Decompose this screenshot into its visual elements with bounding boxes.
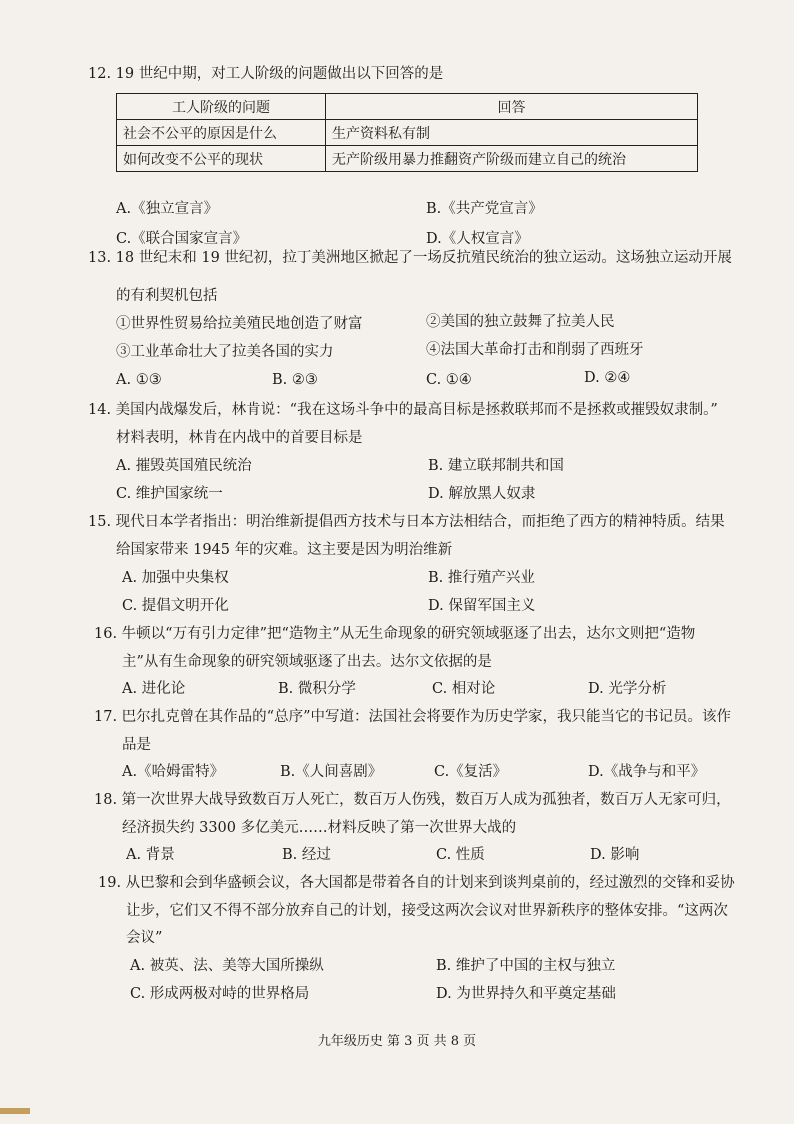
q15-option-a: A. 加强中央集权 [122, 570, 229, 586]
q12-stem: 12. 19 世纪中期，对工人阶级的问题做出以下回答的是 [88, 66, 444, 82]
q17-stem-line-2: 品是 [122, 737, 151, 753]
q16-option-a: A. 进化论 [122, 681, 186, 697]
q12-option-c: C.《联合国家宣言》 [116, 231, 248, 247]
q12-answer-table [116, 93, 698, 172]
table-row [117, 146, 698, 172]
q17-option-a: A.《哈姆雷特》 [122, 764, 225, 780]
q13-item-1: ①世界性贸易给拉美殖民地创造了财富 [116, 316, 363, 332]
table-cell: 如何改变不公平的现状 [117, 146, 326, 172]
q19-stem-line-1: 19. 从巴黎和会到华盛顿会议，各大国都是带着各自的计划来到谈判桌前的，经过激烈的交锋和妥协 [98, 875, 735, 891]
q19-option-c: C. 形成两极对峙的世界格局 [130, 986, 310, 1002]
q16-option-d: D. 光学分析 [588, 681, 667, 697]
scan-edge-mark [0, 1108, 30, 1114]
q14-option-d: D. 解放黑人奴隶 [428, 486, 536, 502]
q13-stem-line-1: 13. 18 世纪末和 19 世纪初，拉丁美洲地区掀起了一场反抗殖民统治的独立运动。这场独立运动开展 [88, 250, 732, 266]
q15-option-d: D. 保留军国主义 [428, 598, 536, 614]
q16-stem-line-2: 主”从有生命现象的研究领域驱逐了出去。达尔文依据的是 [122, 654, 492, 670]
table-header-row [117, 94, 698, 120]
q14-option-a: A. 摧毁英国殖民统治 [116, 458, 252, 474]
q16-option-c: C. 相对论 [432, 681, 496, 697]
q13-item-2: ②美国的独立鼓舞了拉美人民 [426, 314, 615, 330]
q19-stem-line-2: 让步，它们又不得不部分放弃自己的计划，接受这两次会议对世界新秩序的整体安排。“这两次 [126, 903, 728, 919]
q17-option-d: D.《战争与和平》 [588, 764, 706, 780]
q14-option-b: B. 建立联邦制共和国 [428, 458, 564, 474]
q15-option-c: C. 提倡文明开化 [122, 598, 229, 614]
q18-option-c: C. 性质 [436, 847, 485, 863]
q17-stem-line-1: 17. 巴尔扎克曾在其作品的“总序”中写道：法国社会将要作为历史学家，我只能当它的书记员。该作 [94, 709, 731, 725]
q13-stem-line-2: 的有利契机包括 [116, 288, 218, 304]
q12-option-a: A.《独立宣言》 [116, 201, 219, 217]
q13-item-4: ④法国大革命打击和削弱了西班牙 [426, 342, 644, 358]
q13-option-b: B. ②③ [272, 372, 318, 388]
q12-option-d: D.《人权宣言》 [426, 231, 529, 247]
q16-option-b: B. 微积分学 [278, 681, 356, 697]
q17-option-b: B.《人间喜剧》 [280, 764, 383, 780]
q18-option-a: A. 背景 [126, 847, 175, 863]
q13-option-d: D. ②④ [584, 370, 631, 386]
q17-option-c: C.《复活》 [434, 764, 508, 780]
table-row [117, 120, 698, 146]
table-cell: 生产资料私有制 [326, 120, 698, 146]
q14-stem-line-1: 14. 美国内战爆发后，林肯说：“我在这场斗争中的最高目标是拯救联邦而不是拯救或摧毁奴隶制。” [88, 402, 718, 418]
q13-option-a: A. ①③ [116, 372, 162, 388]
q12-option-b: B.《共产党宣言》 [426, 201, 543, 217]
q19-option-b: B. 维护了中国的主权与独立 [436, 958, 616, 974]
q16-stem-line-1: 16. 牛顿以“万有引力定律”把“造物主”从无生命现象的研究领域驱逐了出去，达尔文则把“造物 [94, 626, 696, 642]
q13-item-3: ③工业革命壮大了拉美各国的实力 [116, 344, 334, 360]
q14-stem-line-2: 材料表明，林肯在内战中的首要目标是 [116, 430, 363, 446]
q15-stem-line-2: 给国家带来 1945 年的灾难。这主要是因为明治维新 [116, 542, 453, 558]
table-header-cell: 回答 [326, 94, 698, 120]
q19-option-d: D. 为世界持久和平奠定基础 [436, 986, 616, 1002]
q13-option-c: C. ①④ [426, 372, 472, 388]
q15-stem-line-1: 15. 现代日本学者指出：明治维新提倡西方技术与日本方法相结合，而拒绝了西方的精神特质。结果 [88, 514, 725, 530]
q19-stem-line-3: 会议” [126, 930, 163, 946]
page-footer: 九年级历史 第 3 页 共 8 页 [317, 1034, 477, 1049]
q18-option-d: D. 影响 [590, 847, 640, 863]
q14-option-c: C. 维护国家统一 [116, 486, 223, 502]
q18-stem-line-2: 经济损失约 3300 多亿美元……材料反映了第一次世界大战的 [122, 820, 517, 836]
table-cell: 社会不公平的原因是什么 [117, 120, 326, 146]
table-cell: 无产阶级用暴力推翻资产阶级而建立自己的统治 [326, 146, 698, 172]
q19-option-a: A. 被英、法、美等大国所操纵 [130, 958, 324, 974]
q18-stem-line-1: 18. 第一次世界大战导致数百万人死亡，数百万人伤残，数百万人成为孤独者，数百万人无家可归， [94, 792, 731, 808]
q15-option-b: B. 推行殖产兴业 [428, 570, 535, 586]
table-header-cell: 工人阶级的问题 [117, 94, 326, 120]
q18-option-b: B. 经过 [282, 847, 331, 863]
